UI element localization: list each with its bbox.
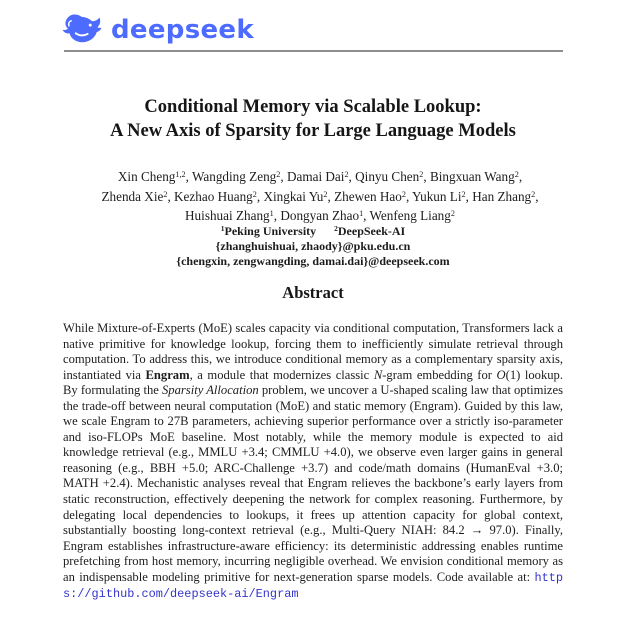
author-emails (63, 239, 563, 268)
header-divider (64, 50, 563, 52)
author-name: Damai Dai (286, 169, 345, 184)
author-superscript: 2 (514, 170, 519, 180)
affiliation-superscript: 2 (334, 224, 338, 234)
author-superscript: 2 (163, 189, 168, 199)
author-superscript: 1 (359, 209, 364, 219)
author-name: Han Zhang (472, 188, 532, 204)
author-name: Xin Cheng (117, 169, 176, 184)
abstract-heading: Abstract (282, 283, 344, 302)
affiliations (63, 224, 563, 239)
author-name: Wangding Zeng (191, 169, 277, 184)
author-separator: , (465, 188, 473, 204)
abstract-segment: problem, we uncover a U-shaped scaling law that optimizes the trade-off between neural computation (MoE) and static memory (Engram). Guided by this law, we scale Engram to 27B parameters, achieving superior performance over a strictly iso-parameter and iso-FLOPs MoE baseline. Most notably, while the memory module is expected to aid knowledge retrieval (e.g., MMLU +3.4; CMMLU +4.0), we observe even larger gains in general reasoning (e.g., BBH +5.0; ARC-Challenge +3.7) and code/math domains (HumanEval +3.0; MATH +2.4). Mechanistic analyses reveal that Engram relieves the backbone’s early layers from static reconstruction, effectively deepening the network for complex reasoning. Furthermore, by delegating local dependencies to lookups, it frees up attention capacity for global context, substantially boosting long-context retrieval (e.g., Multi-Query NIAH: 84.2 → 97.0). Finally, Engram establishes infrastructure-aware efficiency: its deterministic addressing enables runtime prefetching from host memory, incurring negligible overhead. We envision conditional memory as an indispensable modeling primitive for next-generation sparse models. Code available at: (63, 383, 563, 584)
email-line-pku: {zhanghuishuai, zhaody}@pku.edu.cn (215, 239, 411, 253)
abstract-engram-bold: Engram (145, 367, 190, 382)
author-name: Bingxuan Wang (429, 169, 515, 184)
author-name: Dongyan Zhao (280, 208, 360, 224)
abstract-segment: -gram embedding for (382, 367, 497, 382)
author-separator: , (518, 169, 523, 184)
author-name: Yukun Li (412, 188, 462, 204)
abstract-paragraph (63, 321, 563, 603)
abstract-segment: , a module that modernizes classic (189, 367, 374, 382)
author-superscript: 2 (461, 189, 466, 199)
author-name: Qinyu Chen (355, 169, 420, 184)
author-superscript: 1 (269, 209, 274, 219)
abstract-sparsity-allocation-italic: Sparsity Allocation (162, 383, 259, 398)
author-separator: , (363, 208, 370, 224)
author-superscript: 2 (531, 189, 536, 199)
author-superscript: 2 (401, 189, 406, 199)
github-repo-link[interactable]: https://github.com/deepseek-ai/Engram (63, 570, 563, 602)
author-list (33, 168, 607, 227)
author-name: Zhenda Xie (101, 188, 164, 204)
affiliation-label: Peking University (224, 224, 317, 238)
author-superscript: 2 (276, 170, 281, 180)
author-superscript: 2 (450, 209, 455, 219)
author-superscript: 1,2 (175, 170, 186, 180)
deepseek-logo (62, 12, 254, 48)
affiliation-superscript: 1 (220, 224, 225, 234)
abstract-segment: While Mixture-of-Experts (MoE) scales capacity via conditional computation, Transformers lack a native primitive for knowledge lookup, forcing them to inefficiently simulate retrieval through computation. To address this, we introduce conditional memory as a complementary sparsity axis, instantiated via (63, 321, 563, 382)
author-name: Xingkai Yu (263, 188, 324, 204)
author-separator: , (423, 169, 430, 184)
author-name: Wenfeng Liang (369, 208, 451, 224)
author-separator: , (348, 169, 356, 184)
email-line-deepseek: {chengxin, zengwangding, damai.dai}@deepseek.com (176, 253, 450, 268)
deepseek-wordmark: deepseek (111, 15, 254, 45)
author-name: Huishuai Zhang (185, 208, 270, 224)
author-superscript: 2 (252, 189, 257, 199)
author-name: Zhewen Hao (334, 188, 402, 204)
author-name: Kezhao Huang (174, 188, 253, 204)
paper-title-line-1: Conditional Memory via Scalable Lookup: (144, 97, 482, 117)
affiliation-label: DeepSeek-AI (337, 224, 406, 238)
author-superscript: 2 (419, 170, 424, 180)
author-separator: , (280, 169, 287, 184)
author-separator: , (535, 188, 539, 204)
paper-title-line-2: A New Axis of Sparsity for Large Language Models (110, 120, 516, 141)
author-separator: , (405, 188, 413, 204)
author-separator: , (327, 188, 335, 204)
abstract-o-italic: O (496, 367, 506, 382)
author-separator: , (256, 188, 264, 204)
author-separator: , (167, 188, 175, 204)
author-line-2 (33, 188, 607, 208)
author-separator: , (185, 169, 192, 184)
author-superscript: 2 (323, 189, 328, 199)
author-line-1 (33, 168, 607, 188)
deepseek-whale-icon (62, 12, 104, 48)
author-superscript: 2 (344, 170, 349, 180)
paper-title (43, 96, 583, 143)
abstract-segment: (1) lookup. By formulating the (63, 367, 563, 398)
author-separator: , (273, 208, 281, 224)
abstract-n-italic: N (373, 367, 383, 382)
